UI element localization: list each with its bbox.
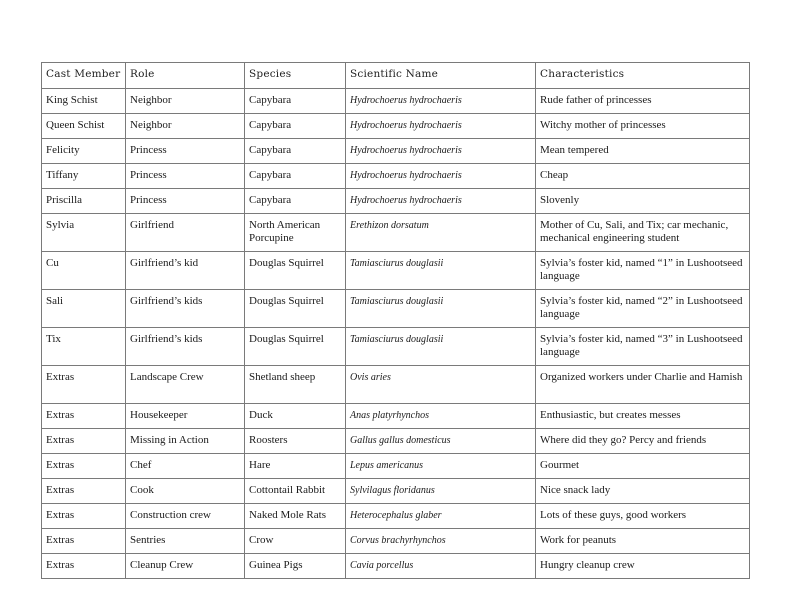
cell-species: Hare xyxy=(245,454,346,479)
cell-role: Housekeeper xyxy=(126,404,245,429)
table-row xyxy=(42,366,750,404)
cell-characteristics: Lots of these guys, good workers xyxy=(536,504,750,529)
table-row xyxy=(42,164,750,189)
table-row xyxy=(42,479,750,504)
cell-species: Naked Mole Rats xyxy=(245,504,346,529)
cell-characteristics: Where did they go? Percy and friends xyxy=(536,429,750,454)
cell-characteristics: Mother of Cu, Sali, and Tix; car mechanic, mechanical engineering student xyxy=(536,214,750,252)
cell-role: Construction crew xyxy=(126,504,245,529)
cell-cast-member: Extras xyxy=(42,454,126,479)
cell-scientific-name: Hydrochoerus hydrochaeris xyxy=(346,164,536,189)
cell-species: Douglas Squirrel xyxy=(245,252,346,290)
header-characteristics: Characteristics xyxy=(536,63,750,89)
cell-scientific-name: Tamiasciurus douglasii xyxy=(346,290,536,328)
table-row xyxy=(42,139,750,164)
cell-cast-member: Queen Schist xyxy=(42,114,126,139)
cell-characteristics: Work for peanuts xyxy=(536,529,750,554)
table-header-row xyxy=(42,63,750,89)
cell-role: Girlfriend’s kid xyxy=(126,252,245,290)
cell-role: Chef xyxy=(126,454,245,479)
cell-scientific-name: Hydrochoerus hydrochaeris xyxy=(346,139,536,164)
cell-species: Guinea Pigs xyxy=(245,554,346,579)
table-row xyxy=(42,529,750,554)
cell-cast-member: Tiffany xyxy=(42,164,126,189)
cell-role: Sentries xyxy=(126,529,245,554)
cell-characteristics: Sylvia’s foster kid, named “3” in Lushootseed language xyxy=(536,328,750,366)
cell-characteristics: Nice snack lady xyxy=(536,479,750,504)
table-row xyxy=(42,290,750,328)
cell-cast-member: Extras xyxy=(42,429,126,454)
cell-cast-member: Sali xyxy=(42,290,126,328)
table-row xyxy=(42,554,750,579)
cell-characteristics: Organized workers under Charlie and Hamish xyxy=(536,366,750,404)
cell-cast-member: Felicity xyxy=(42,139,126,164)
cell-characteristics: Mean tempered xyxy=(536,139,750,164)
cell-role: Princess xyxy=(126,164,245,189)
cell-role: Neighbor xyxy=(126,89,245,114)
cell-scientific-name: Sylvilagus floridanus xyxy=(346,479,536,504)
cell-scientific-name: Tamiasciurus douglasii xyxy=(346,252,536,290)
cell-cast-member: Extras xyxy=(42,554,126,579)
table-row xyxy=(42,189,750,214)
table-row xyxy=(42,429,750,454)
cell-role: Princess xyxy=(126,189,245,214)
cell-species: Roosters xyxy=(245,429,346,454)
cell-role: Girlfriend’s kids xyxy=(126,290,245,328)
cell-cast-member: Priscilla xyxy=(42,189,126,214)
header-cast-member: Cast Member xyxy=(42,63,126,89)
cell-role: Cleanup Crew xyxy=(126,554,245,579)
cell-scientific-name: Heterocephalus glaber xyxy=(346,504,536,529)
cell-role: Neighbor xyxy=(126,114,245,139)
cell-characteristics: Slovenly xyxy=(536,189,750,214)
table-row xyxy=(42,214,750,252)
cell-species: Capybara xyxy=(245,189,346,214)
cell-species: Duck xyxy=(245,404,346,429)
cell-characteristics: Sylvia’s foster kid, named “2” in Lushootseed language xyxy=(536,290,750,328)
header-role: Role xyxy=(126,63,245,89)
table-row xyxy=(42,114,750,139)
table-row xyxy=(42,328,750,366)
cell-scientific-name: Erethizon dorsatum xyxy=(346,214,536,252)
cell-species: Crow xyxy=(245,529,346,554)
cell-species: Douglas Squirrel xyxy=(245,290,346,328)
cell-scientific-name: Lepus americanus xyxy=(346,454,536,479)
cell-species: Douglas Squirrel xyxy=(245,328,346,366)
cell-characteristics: Gourmet xyxy=(536,454,750,479)
cell-role: Cook xyxy=(126,479,245,504)
table-row xyxy=(42,252,750,290)
cell-cast-member: Extras xyxy=(42,404,126,429)
table-row xyxy=(42,454,750,479)
cell-scientific-name: Hydrochoerus hydrochaeris xyxy=(346,89,536,114)
cell-cast-member: Tix xyxy=(42,328,126,366)
header-scientific-name: Scientific Name xyxy=(346,63,536,89)
table-row xyxy=(42,89,750,114)
cell-scientific-name: Tamiasciurus douglasii xyxy=(346,328,536,366)
cell-species: Capybara xyxy=(245,139,346,164)
cell-cast-member: Extras xyxy=(42,529,126,554)
cell-characteristics: Sylvia’s foster kid, named “1” in Lushootseed language xyxy=(536,252,750,290)
cell-scientific-name: Gallus gallus domesticus xyxy=(346,429,536,454)
cell-role: Princess xyxy=(126,139,245,164)
cell-species: Cottontail Rabbit xyxy=(245,479,346,504)
cell-scientific-name: Anas platyrhynchos xyxy=(346,404,536,429)
cell-cast-member: King Schist xyxy=(42,89,126,114)
cell-species: Capybara xyxy=(245,164,346,189)
cell-cast-member: Extras xyxy=(42,366,126,404)
cast-table xyxy=(41,62,750,579)
cell-species: North American Porcupine xyxy=(245,214,346,252)
cell-role: Girlfriend xyxy=(126,214,245,252)
cell-characteristics: Enthusiastic, but creates messes xyxy=(536,404,750,429)
cell-species: Shetland sheep xyxy=(245,366,346,404)
cell-scientific-name: Hydrochoerus hydrochaeris xyxy=(346,189,536,214)
cell-cast-member: Extras xyxy=(42,504,126,529)
cell-cast-member: Cu xyxy=(42,252,126,290)
cell-species: Capybara xyxy=(245,114,346,139)
cell-scientific-name: Hydrochoerus hydrochaeris xyxy=(346,114,536,139)
table-row xyxy=(42,404,750,429)
table-row xyxy=(42,504,750,529)
cell-characteristics: Cheap xyxy=(536,164,750,189)
cell-scientific-name: Ovis aries xyxy=(346,366,536,404)
cell-role: Girlfriend’s kids xyxy=(126,328,245,366)
cell-scientific-name: Corvus brachyrhynchos xyxy=(346,529,536,554)
cell-characteristics: Witchy mother of princesses xyxy=(536,114,750,139)
cell-cast-member: Extras xyxy=(42,479,126,504)
cell-characteristics: Rude father of princesses xyxy=(536,89,750,114)
cell-characteristics: Hungry cleanup crew xyxy=(536,554,750,579)
cell-cast-member: Sylvia xyxy=(42,214,126,252)
header-species: Species xyxy=(245,63,346,89)
cell-scientific-name: Cavia porcellus xyxy=(346,554,536,579)
cell-role: Missing in Action xyxy=(126,429,245,454)
cell-role: Landscape Crew xyxy=(126,366,245,404)
cell-species: Capybara xyxy=(245,89,346,114)
